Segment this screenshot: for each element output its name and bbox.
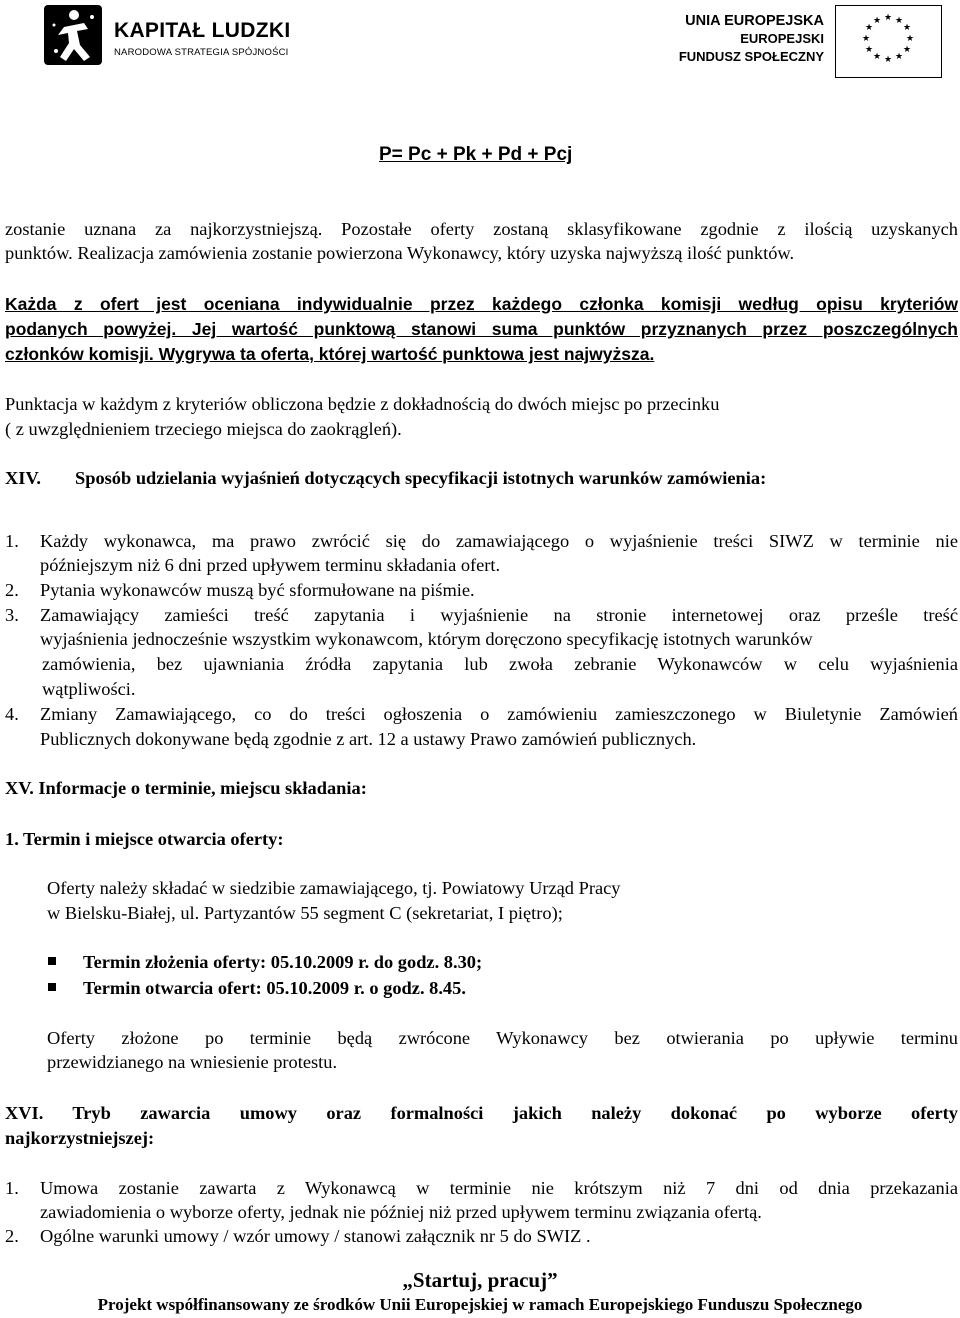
section-14-number: XIV. bbox=[5, 468, 41, 488]
item-14-4-number: 4. bbox=[5, 704, 19, 724]
section-15-title: XV. Informacje o terminie, miejscu składania: bbox=[5, 778, 367, 798]
section-16-title-line-2: najkorzystniejszej: bbox=[5, 1128, 155, 1148]
item-16-1-line-1: Umowa zostanie zawarta z Wykonawcą w terminie nie krótszym niż 7 dni od dnia przekazania bbox=[40, 1178, 958, 1198]
item-14-1-line-1: Każdy wykonawca, ma prawo zwrócić się do zamawiającego o wyjaśnienie treści SIWZ w terminie nie bbox=[40, 531, 958, 551]
kapital-ludzki-logo-mark bbox=[44, 5, 102, 65]
intro-line-1: zostanie uznana za najkorzystniejszą. Pozostałe oferty zostaną sklasyfikowane zgodnie z ilością uzyskanych bbox=[5, 219, 958, 239]
section-14-title: Sposób udzielania wyjaśnień dotyczących specyfikacji istotnych warunków zamówienia: bbox=[75, 468, 767, 488]
late-offers-line-1: Oferty złożone po terminie będą zwrócone Wykonawcy bez otwierania po upływie terminu bbox=[47, 1028, 958, 1048]
scoring-line-1: Punktacja w każdym z kryteriów obliczona będzie z dokładnością do dwóch miejsc po przecinku bbox=[5, 394, 720, 414]
footer-slogan: „Startuj, pracuj” bbox=[402, 1268, 558, 1292]
item-14-2-number: 2. bbox=[5, 580, 19, 600]
bullet-square-icon bbox=[48, 957, 56, 965]
svg-text:★: ★ bbox=[894, 16, 904, 26]
eu-logo-text bbox=[676, 12, 824, 66]
svg-text:★: ★ bbox=[864, 45, 874, 55]
svg-text:★: ★ bbox=[872, 16, 882, 26]
eu-line-1: UNIA EUROPEJSKA bbox=[685, 13, 824, 29]
svg-text:★: ★ bbox=[864, 23, 874, 33]
item-14-3-line-1: Zamawiający zamieści treść zapytania i wyjaśnienie na stronie internetowej oraz prześle treść bbox=[40, 605, 958, 625]
address-line-2: w Bielsku-Białej, ul. Partyzantów 55 segment C (sekretariat, I piętro); bbox=[47, 903, 563, 923]
item-16-1-number: 1. bbox=[5, 1178, 19, 1198]
item-14-4-line-1: Zmiany Zamawiającego, co do treści ogłoszenia o zamówieniu zamieszczonego w Biuletynie Zamówień bbox=[40, 704, 958, 724]
item-14-2-line-1: Pytania wykonawców muszą być sformułowane na piśmie. bbox=[40, 580, 475, 600]
eu-stars-icon bbox=[836, 6, 940, 76]
item-14-1-number: 1. bbox=[5, 531, 19, 551]
section-15-subheading: 1. Termin i miejsce otwarcia oferty: bbox=[5, 829, 284, 849]
intro-line-2: punktów. Realizacja zamówienia zostanie powierzona Wykonawcy, który uzyska najwyższą ilość punktów. bbox=[5, 243, 795, 263]
svg-text:★: ★ bbox=[894, 52, 904, 62]
item-14-3-line-3: zamówienia, bez ujawniania źródła zapytania lub zwoła zebranie Wykonawców w celu wyjaśnienia bbox=[42, 654, 958, 674]
svg-text:★: ★ bbox=[883, 13, 893, 23]
deadline-submission: Termin złożenia oferty: 05.10.2009 r. do godz. 8.30; bbox=[83, 952, 483, 972]
item-16-2-line-1: Ogólne warunki umowy / wzór umowy / stanowi załącznik nr 5 do SWIZ . bbox=[40, 1226, 591, 1246]
svg-text:★: ★ bbox=[902, 23, 912, 33]
item-16-1-line-2: zawiadomienia o wyborze oferty, jednak nie później niż przed upływem terminu związania ofertą. bbox=[40, 1202, 762, 1222]
section-16-title-line-1: XVI. Tryb zawarcia umowy oraz formalności jakich należy dokonać po wyborze oferty bbox=[5, 1103, 958, 1123]
bullet-square-icon bbox=[48, 983, 56, 991]
figure-icon bbox=[44, 5, 102, 65]
footer-project: Projekt współfinansowany ze środków Unii Europejskiej w ramach Europejskiego Funduszu Społecznego bbox=[97, 1295, 863, 1314]
kapital-ludzki-subtitle: NARODOWA STRATEGIA SPÓJNOŚCI bbox=[114, 47, 289, 58]
deadline-opening: Termin otwarcia ofert: 05.10.2009 r. o godz. 8.45. bbox=[83, 978, 466, 998]
address-line-1: Oferty należy składać w siedzibie zamawiającego, tj. Powiatowy Urząd Pracy bbox=[47, 878, 621, 898]
evaluation-line-1: Każda z ofert jest oceniana indywidualnie przez każdego członka komisji według opisu kryteriów bbox=[5, 294, 958, 314]
kapital-ludzki-logo bbox=[44, 5, 294, 65]
svg-text:★: ★ bbox=[905, 34, 915, 44]
item-14-1-line-2: późniejszym niż 6 dni przed upływem terminu składania ofert. bbox=[40, 555, 501, 575]
evaluation-line-2: podanych powyżej. Jej wartość punktową stanowi suma punktów przyznanych przez poszczególnych bbox=[5, 319, 958, 339]
item-14-3-line-2: wyjaśnienia jednocześnie wszystkim wykonawcom, którym doręczono specyfikację istotnych warunków bbox=[40, 629, 813, 649]
svg-text:★: ★ bbox=[902, 45, 912, 55]
svg-text:★: ★ bbox=[861, 34, 871, 44]
late-offers-line-2: przewidzianego na wniesienie protestu. bbox=[47, 1052, 338, 1072]
formula: P= Pc + Pk + Pd + Pcj bbox=[379, 144, 573, 165]
evaluation-line-3: członków komisji. Wygrywa ta oferta, której wartość punktowa jest najwyższa. bbox=[5, 344, 655, 364]
scoring-line-2: ( z uwzględnieniem trzeciego miejsca do zaokrągleń). bbox=[5, 419, 402, 439]
kapital-ludzki-title: KAPITAŁ LUDZKI bbox=[114, 19, 291, 42]
item-14-3-number: 3. bbox=[5, 605, 19, 625]
eu-line-3: FUNDUSZ SPOŁECZNY bbox=[678, 49, 824, 64]
svg-text:★: ★ bbox=[872, 52, 882, 62]
item-14-3-line-4: wątpliwości. bbox=[42, 679, 136, 699]
eu-line-2: EUROPEJSKI bbox=[740, 31, 824, 46]
item-14-4-line-2: Publicznych dokonywane będą zgodnie z art. 12 a ustawy Prawo zamówień publicznych. bbox=[40, 729, 697, 749]
svg-text:★: ★ bbox=[883, 55, 893, 65]
eu-flag-icon bbox=[835, 5, 942, 78]
item-16-2-number: 2. bbox=[5, 1226, 19, 1246]
